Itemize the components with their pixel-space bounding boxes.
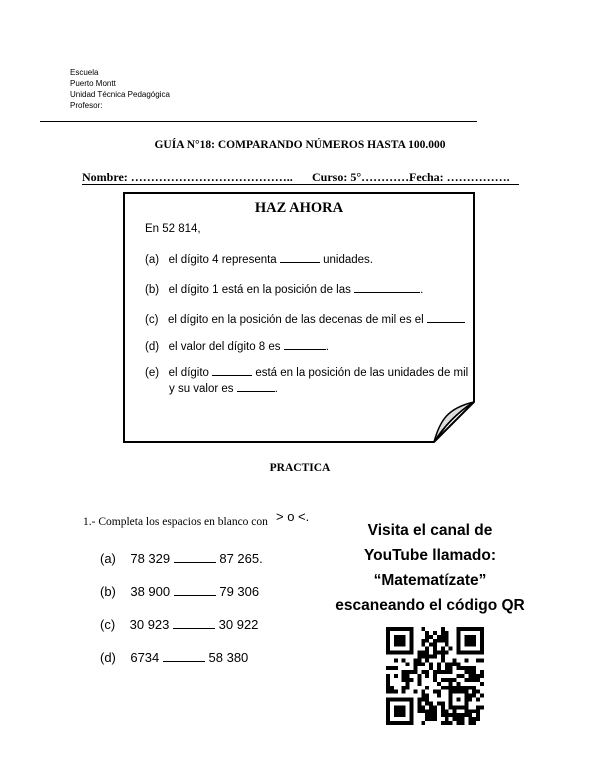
header-divider [40,121,477,122]
haz-ahora-intro: En 52 814, [145,223,201,235]
comparison-symbols: > o <. [276,509,310,524]
answer-blank[interactable] [284,349,326,350]
item-letter: (b) [145,284,160,296]
exercise-left: 38 900 [130,584,171,599]
exercise-letter: (a) [100,551,116,566]
item-text: y su valor es [169,383,234,395]
promo-line: escaneando el código QR [335,597,525,614]
item-d [145,341,329,353]
exercise-letter: (d) [100,650,116,665]
page-title: GUÍA N°18: COMPARANDO NÚMEROS HASTA 100.000 [154,139,446,151]
exercise-right: 87 265. [219,551,263,566]
header-unit: Unidad Técnica Pedagógica [70,90,170,99]
item-text: está en la posición de las unidades de mil [255,367,469,379]
answer-blank[interactable] [212,375,252,376]
item-letter: (c) [145,314,159,326]
exercise-left: 78 329 [130,551,171,566]
answer-blank[interactable] [280,262,320,263]
header-city: Puerto Montt [70,79,116,88]
promo-line: YouTube llamado: [363,547,497,564]
item-a [145,254,373,266]
item-text: unidades. [323,254,373,266]
header-teacher: Profesor: [70,101,103,110]
comparison-blank[interactable] [174,595,216,596]
item-e [145,367,468,379]
qr-code-icon[interactable] [386,627,484,725]
item-e-line2 [169,383,278,395]
answer-blank[interactable] [354,292,420,293]
exercise-left: 30 923 [129,617,170,632]
practica-instruction: 1.- Completa los espacios en blanco con [83,516,268,528]
item-text: el dígito [168,367,209,379]
exercise-right: 30 922 [218,617,259,632]
header-school: Escuela [70,68,99,77]
fecha-field: Fecha: ……………. [409,170,510,184]
promo-line: Visita el canal de [367,522,493,539]
item-c [145,314,465,326]
item-letter: (a) [145,254,160,266]
comparison-blank[interactable] [163,661,205,662]
info-underline [82,184,519,185]
haz-ahora-title: HAZ AHORA [254,200,344,216]
exercise-right: 58 380 [208,650,249,665]
answer-blank[interactable] [237,391,275,392]
comparison-blank[interactable] [173,628,215,629]
item-text: el dígito 1 está en la posición de las [168,284,351,296]
youtube-promo [330,518,530,618]
item-letter: (e) [145,367,160,379]
item-text: el dígito en la posición de las decenas de mil es el [168,314,424,326]
exercise-a [100,551,263,566]
item-text: . [274,383,278,395]
item-text: . [420,284,424,296]
exercise-letter: (c) [100,617,116,632]
item-text: el dígito 4 representa [168,254,277,266]
nombre-field: Nombre: ………………………………….. [82,170,293,184]
promo-line: “Matematízate” [373,572,487,589]
exercise-b [100,584,259,599]
exercise-c [100,617,258,632]
item-b [145,284,423,296]
exercise-letter: (b) [100,584,116,599]
item-letter: (d) [145,341,160,353]
comparison-blank[interactable] [174,562,216,563]
exercise-left: 6734 [130,650,160,665]
curso-field: Curso: 5°………… [312,170,410,184]
practica-title: PRACTICA [269,462,331,474]
answer-blank[interactable] [427,322,465,323]
exercise-d [100,650,248,665]
item-text: el valor del dígito 8 es [168,341,281,353]
exercise-right: 79 306 [219,584,260,599]
item-text: . [325,341,329,353]
school-header [70,67,170,111]
